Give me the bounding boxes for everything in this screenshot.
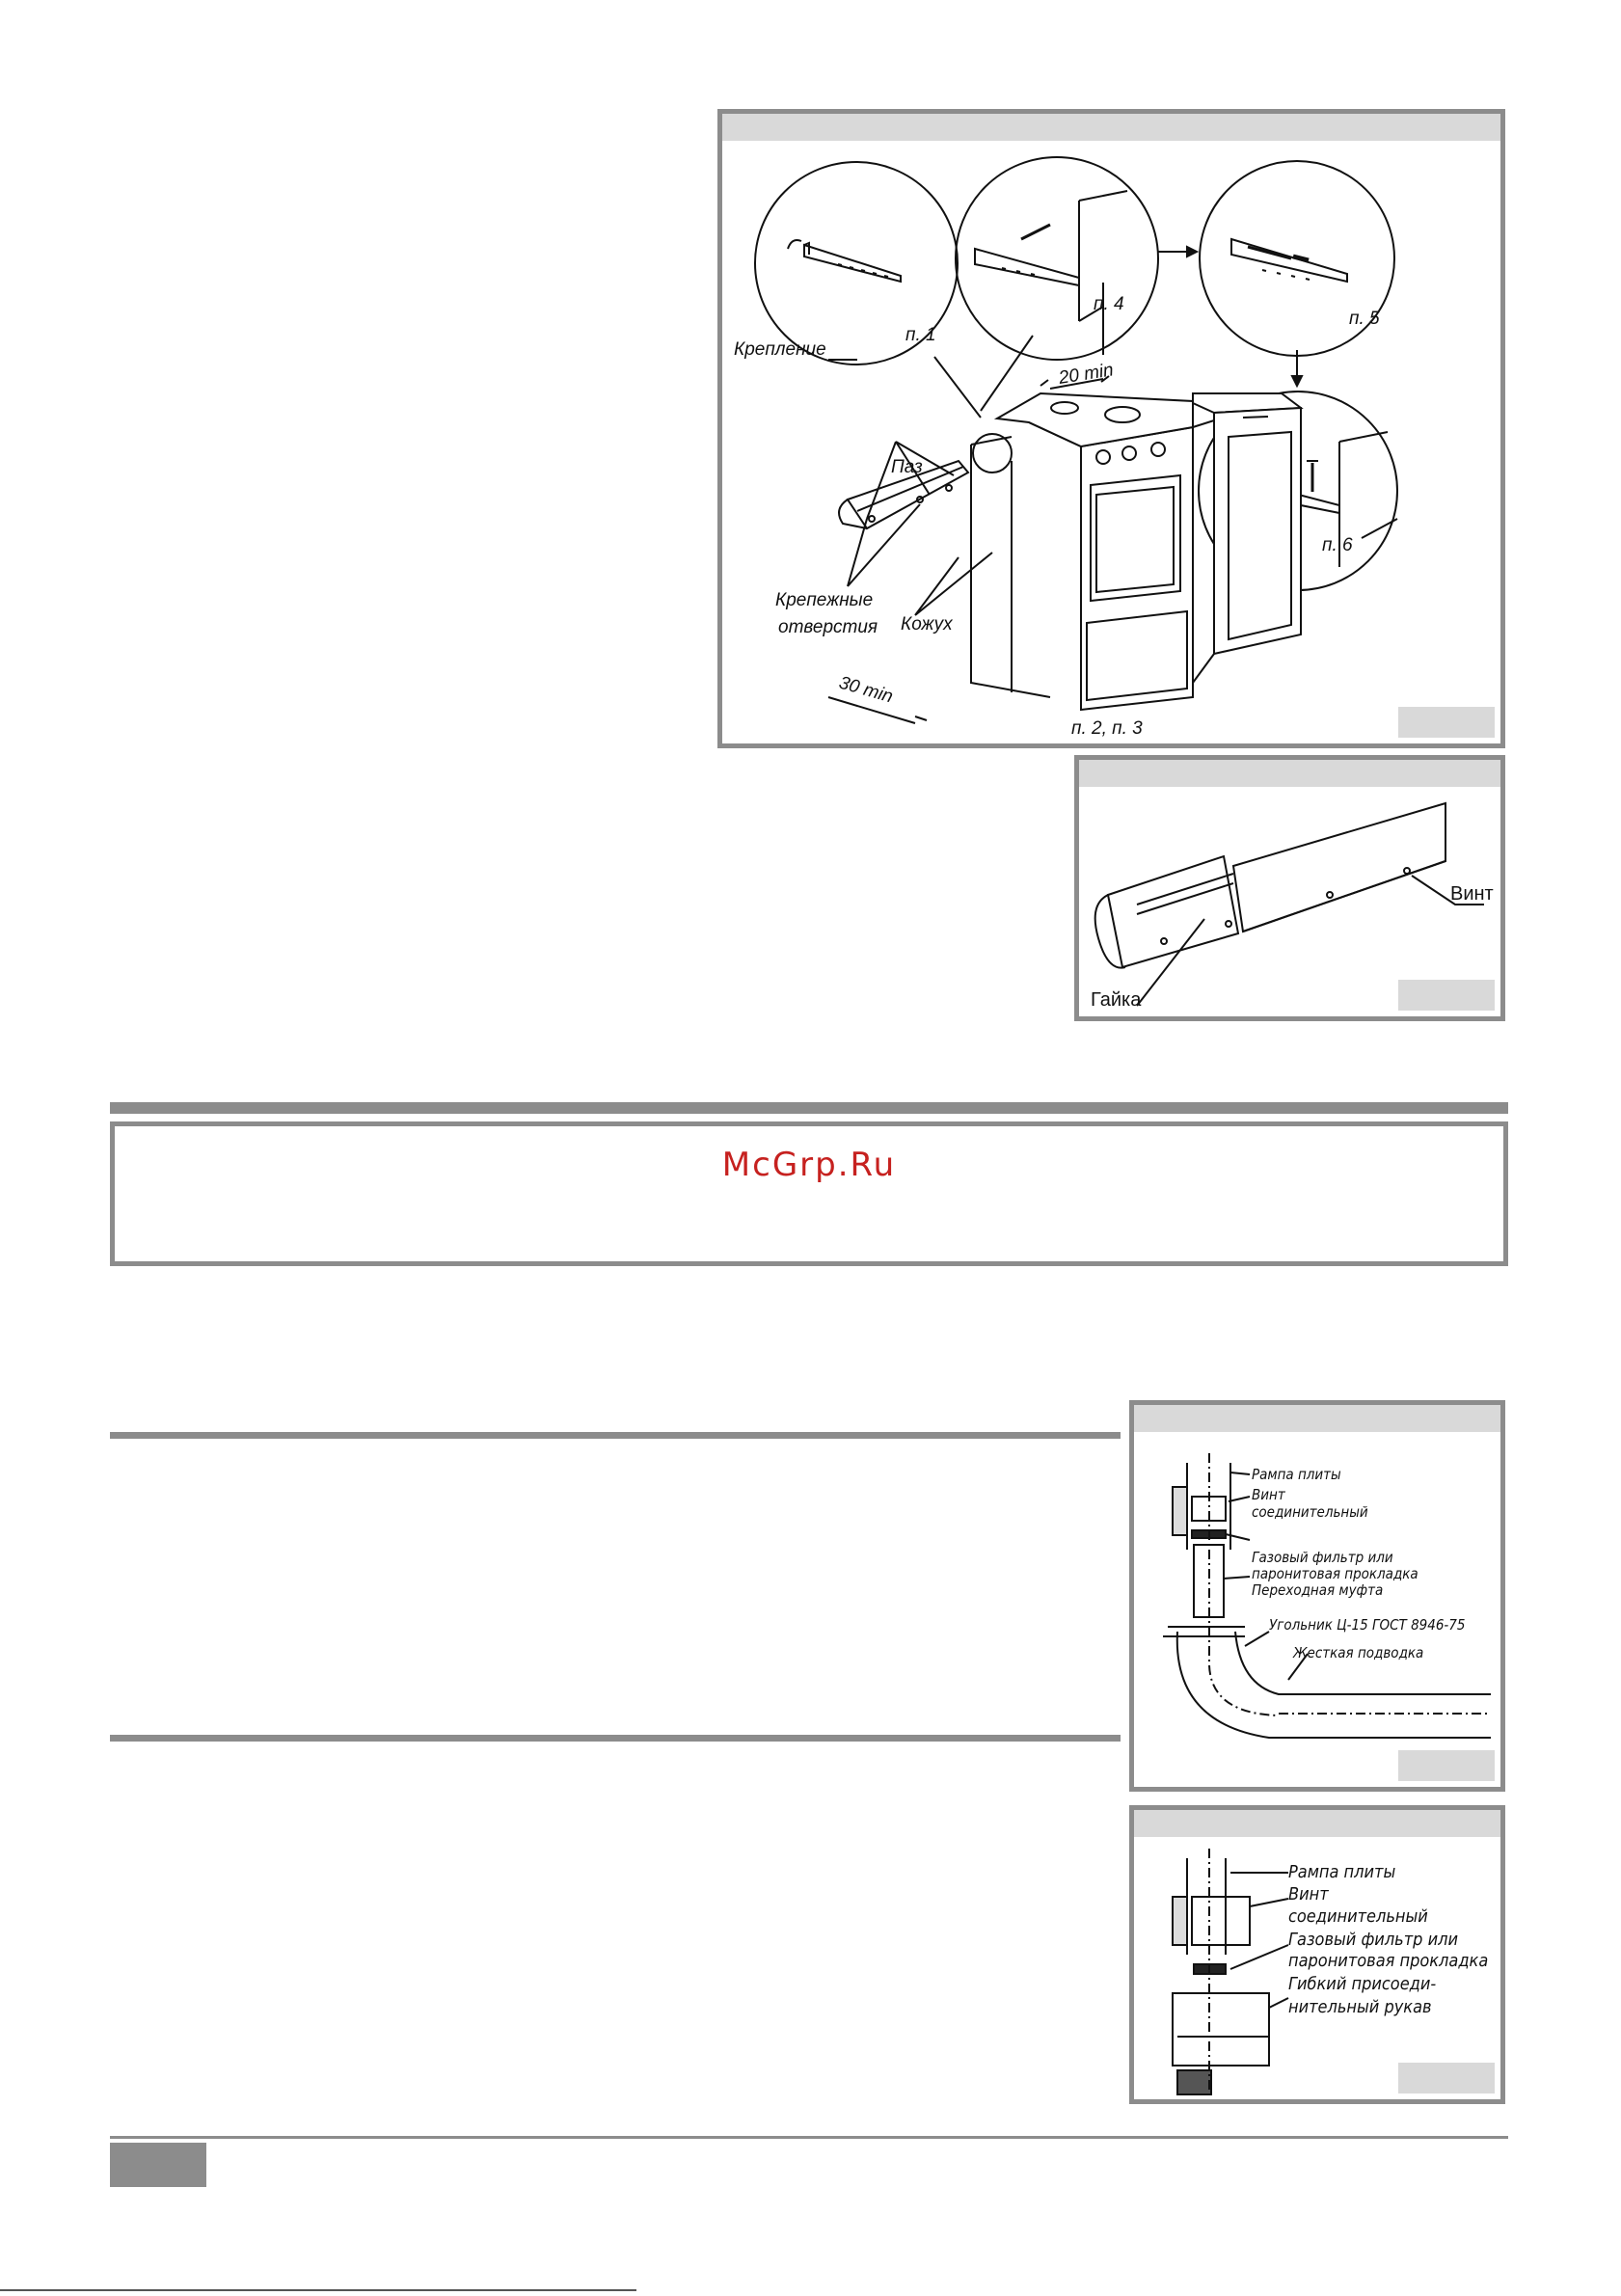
label-nut: Гайка bbox=[1091, 989, 1142, 1011]
kitchen-cabinet bbox=[1193, 393, 1301, 683]
notice-banner bbox=[110, 1121, 1508, 1266]
label-filter-1: Газовый фильтр или bbox=[1252, 1549, 1393, 1566]
figure-panel bbox=[1074, 755, 1505, 1021]
watermark: McGrp.Ru bbox=[721, 1146, 897, 1184]
label-screw-2: соединительный bbox=[1288, 1906, 1428, 1927]
back-panel bbox=[1233, 803, 1445, 932]
connecting-screw bbox=[1192, 1897, 1250, 1945]
bottom-edge-line bbox=[0, 2289, 636, 2291]
label-step6: п. 6 bbox=[1322, 535, 1353, 555]
label-step23: п. 2, п. 3 bbox=[1071, 718, 1143, 739]
rigid-connection-drawing bbox=[1134, 1405, 1500, 1787]
hose-nut bbox=[1173, 1993, 1269, 2066]
label-step1: п. 1 bbox=[905, 325, 936, 345]
label-screw: Винт bbox=[1450, 883, 1494, 905]
label-filter-1: Газовый фильтр или bbox=[1288, 1930, 1458, 1950]
label-screw-1: Винт bbox=[1252, 1486, 1285, 1503]
label-rigid: Жесткая подводка bbox=[1293, 1644, 1424, 1661]
label-ramp: Рампа плиты bbox=[1252, 1466, 1341, 1483]
label-filter-2: паронитовая прокладка bbox=[1288, 1951, 1489, 1971]
label-elbow: Угольник Ц-15 ГОСТ 8946-75 bbox=[1269, 1616, 1466, 1634]
figure-installation bbox=[717, 109, 1505, 748]
page-number-tab bbox=[110, 2143, 206, 2187]
label-casing: Кожух bbox=[901, 614, 953, 635]
section-rule-top bbox=[110, 1102, 1508, 1114]
label-screw-1: Винт bbox=[1288, 1884, 1329, 1904]
label-step5: п. 5 bbox=[1349, 309, 1380, 329]
figure-flexible-connection bbox=[1129, 1805, 1505, 2104]
label-filter-2: паронитовая прокладка bbox=[1252, 1565, 1418, 1582]
installation-drawing bbox=[722, 114, 1500, 743]
label-mounting-holes-2: отверстия bbox=[778, 617, 878, 637]
stove bbox=[997, 393, 1193, 710]
label-mounting-holes-1: Крепежные bbox=[775, 590, 874, 610]
label-coupling: Переходная муфта bbox=[1252, 1581, 1384, 1599]
bracket-step5 bbox=[1231, 239, 1347, 282]
label-slot: Паз bbox=[891, 457, 923, 477]
footer-rule bbox=[110, 2136, 1508, 2139]
label-fastening: Крепление bbox=[734, 339, 826, 360]
bracket-step1 bbox=[788, 240, 901, 282]
label-step4: п. 4 bbox=[1094, 294, 1124, 314]
bracket-step4 bbox=[975, 191, 1127, 355]
label-screw-2: соединительный bbox=[1252, 1503, 1368, 1521]
label-gap-side: 30 min bbox=[836, 672, 896, 708]
section-rule-rigid bbox=[110, 1432, 1121, 1439]
label-hose-2: нительный рукав bbox=[1288, 1997, 1432, 2017]
panel-drawing bbox=[1079, 760, 1500, 1016]
section-rule-flexible bbox=[110, 1735, 1121, 1742]
figure-rigid-connection bbox=[1129, 1400, 1505, 1792]
label-ramp: Рампа плиты bbox=[1288, 1862, 1396, 1882]
flexible-connection-drawing bbox=[1134, 1810, 1500, 2099]
label-gap-top: 20 min bbox=[1057, 360, 1116, 389]
label-hose-1: Гибкий присоеди- bbox=[1288, 1974, 1437, 1994]
rigid-pipe bbox=[1279, 1694, 1491, 1738]
